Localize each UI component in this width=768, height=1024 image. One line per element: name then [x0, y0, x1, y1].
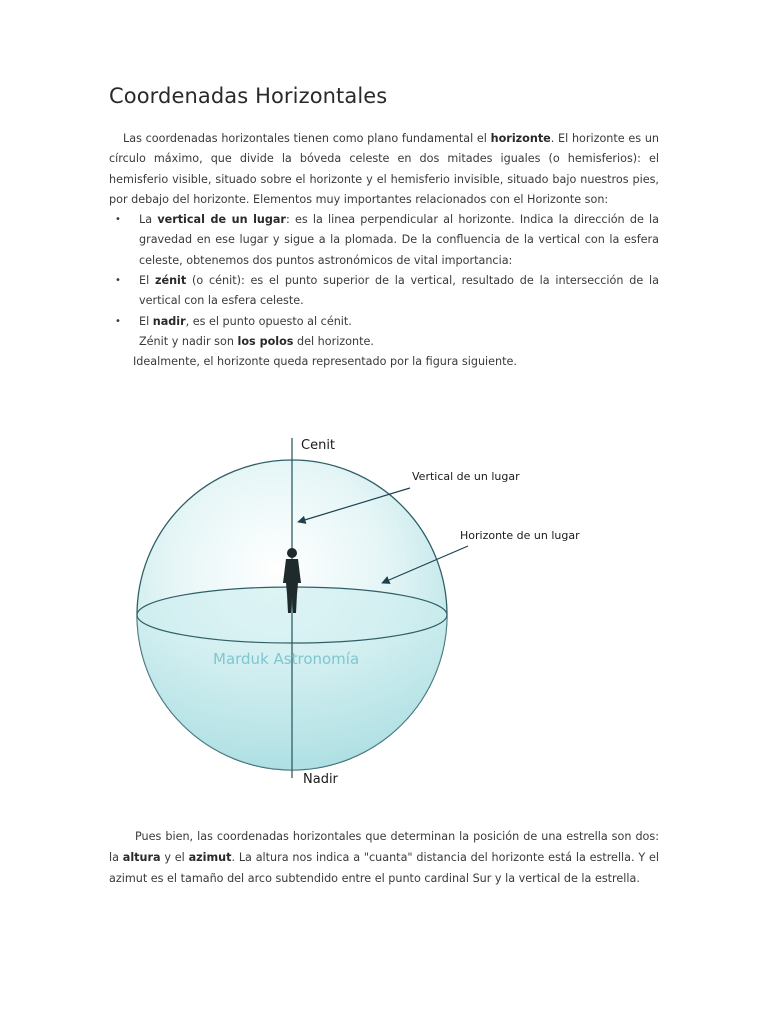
bullet-icon: • [115, 214, 121, 226]
poles-line: Zénit y nadir son los polos del horizonte. [139, 334, 374, 348]
intro-text-before: Las coordenadas horizontales tienen como plano fundamental el [123, 132, 491, 145]
intro-section [109, 129, 659, 373]
term-polos: los polos [237, 334, 294, 348]
page-title: Coordenadas Horizontales [109, 84, 388, 108]
closing-paragraph: Pues bien, las coordenadas horizontales que determinan la posición de una estrella son dos: la altura y el azimut. La altura nos indica a "cuanta" distancia del horizonte está la estrella. Y el azimut es el tamaño del arco subtendido entre el punto cardinal Sur y la vertical de la estrella. [109, 830, 660, 885]
cenit-label: Cenit [301, 438, 336, 453]
watermark: Marduk Astronomía [213, 650, 360, 668]
bullet-icon: • [115, 315, 121, 327]
term-vertical: vertical de un lugar [157, 213, 286, 227]
intro-bold-horizonte: horizonte [490, 132, 551, 145]
nadir-label: Nadir [303, 772, 338, 787]
horizon-figure [120, 418, 595, 803]
list-item: • El zénit (o cénit): es el punto superior de la vertical, resultado de la intersección de la vertical con la esfera celeste. [109, 271, 659, 312]
intro-text-after: . El horizonte es un círculo máximo, que divide la bóveda celeste en dos mitades iguales (o hemisferios): el hemisferio visible, situado sobre el horizonte y el hemisferio invisible, situado bajo nuestros pies, por debajo del horizonte. Elementos muy importantes relacionados con el Horizonte son: [109, 132, 660, 206]
term-altura: altura [122, 851, 161, 864]
figure-intro: Idealmente, el horizonte queda representado por la figura siguiente. [133, 355, 517, 369]
term-azimut: azimut [188, 851, 232, 864]
vertical-label: Vertical de un lugar [412, 470, 520, 483]
intro-paragraph [109, 129, 659, 210]
term-zenit: zénit [154, 274, 187, 288]
term-nadir: nadir [152, 314, 186, 328]
bullet-icon: • [115, 275, 121, 287]
elements-list [109, 210, 659, 332]
closing-section [109, 826, 659, 889]
list-item: • La vertical de un lugar: es la linea perpendicular al horizonte. Indica la dirección de la gravedad en ese lugar y sigue a la plomada. De la confluencia de la vertical con la esfera celeste, obtenemos dos puntos astronómicos de vital importancia: [109, 210, 659, 271]
horizon-label: Horizonte de un lugar [460, 529, 580, 542]
list-item: • El nadir, es el punto opuesto al cénit. [109, 312, 659, 332]
